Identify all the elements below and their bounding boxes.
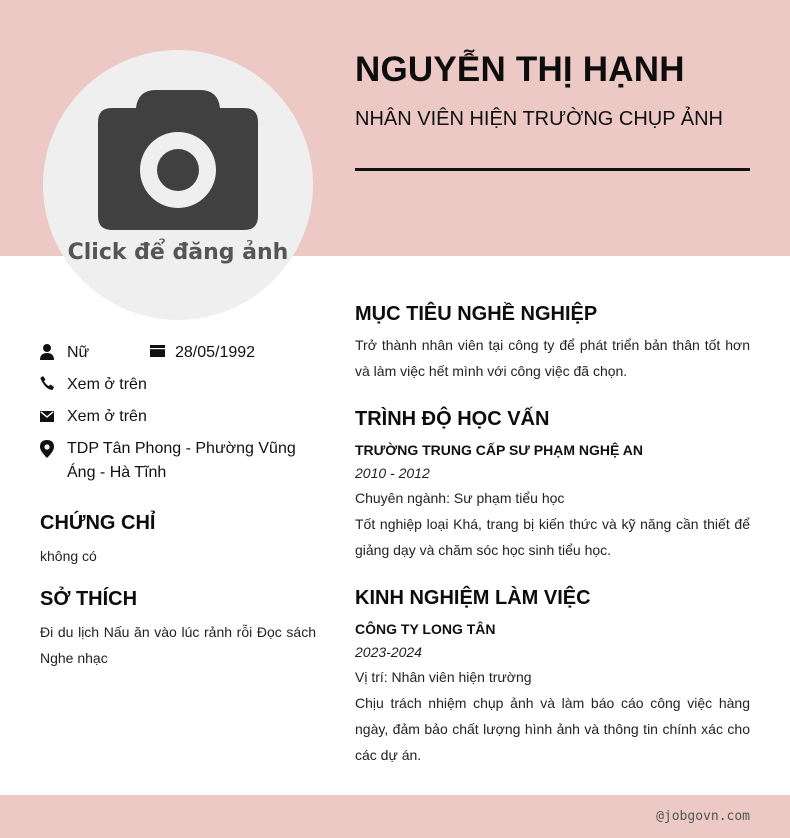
location-pin-icon — [40, 437, 54, 485]
birthday-row — [150, 341, 255, 365]
camera-icon — [98, 90, 258, 230]
certificates-title: CHỨNG CHỈ — [40, 512, 156, 534]
phone-icon — [40, 373, 54, 397]
experience-title: KINH NGHIỆM LÀM VIỆC — [355, 587, 591, 609]
calendar-icon — [150, 341, 165, 365]
job-title: NHÂN VIÊN HIỆN TRƯỜNG CHỤP ẢNH — [355, 108, 723, 130]
photo-upload-label: Click để đăng ảnh — [67, 240, 289, 265]
footer-watermark: @jobgovn.com — [656, 809, 750, 824]
experience-description: Chịu trách nhiệm chụp ảnh và làm báo cáo công việc hàng ngày, đảm bảo chất lượng hình ảnh và thông tin chính xác cho các dự án. — [355, 695, 750, 763]
candidate-name: NGUYỄN THỊ HẠNH — [355, 50, 685, 89]
gender-value: Nữ — [67, 344, 90, 361]
hobbies-text: Đi du lịch Nấu ăn vào lúc rảnh rỗi Đọc sách Nghe nhạc — [40, 624, 316, 666]
title-divider — [355, 168, 750, 171]
experience-position: Vị trí: Nhân viên hiện trường — [355, 669, 532, 685]
email-row — [40, 405, 147, 429]
phone-value: Xem ở trên — [67, 376, 147, 393]
school-name: TRƯỜNG TRUNG CẤP SƯ PHẠM NGHỆ AN — [355, 442, 643, 458]
company-name: CÔNG TY LONG TÂN — [355, 621, 496, 637]
address-row — [40, 437, 300, 485]
education-major: Chuyên ngành: Sư phạm tiểu học — [355, 490, 565, 506]
objective-text: Trở thành nhân viên tại công ty để phát triển bản thân tốt hơn và làm việc hết mình với công việc đã chọn. — [355, 337, 750, 379]
phone-row — [40, 373, 147, 397]
education-description: Tốt nghiệp loại Khá, trang bị kiến thức và kỹ năng cần thiết để giảng dạy và chăm sóc học sinh tiểu học. — [355, 516, 750, 558]
hobbies-title: SỞ THÍCH — [40, 588, 138, 610]
experience-period: 2023-2024 — [355, 644, 422, 660]
address-value: TDP Tân Phong - Phường Vũng Áng - Hà Tĩnh — [67, 440, 296, 481]
gender-row — [40, 341, 89, 365]
birthday-value: 28/05/1992 — [175, 344, 256, 361]
photo-upload[interactable] — [43, 50, 313, 320]
objective-title: MỤC TIÊU NGHỀ NGHIỆP — [355, 303, 598, 325]
person-icon — [40, 341, 54, 365]
email-value: Xem ở trên — [67, 408, 147, 425]
education-period: 2010 - 2012 — [355, 465, 430, 481]
certificates-text: không có — [40, 548, 97, 564]
education-title: TRÌNH ĐỘ HỌC VẤN — [355, 408, 550, 430]
mail-icon — [40, 405, 54, 429]
